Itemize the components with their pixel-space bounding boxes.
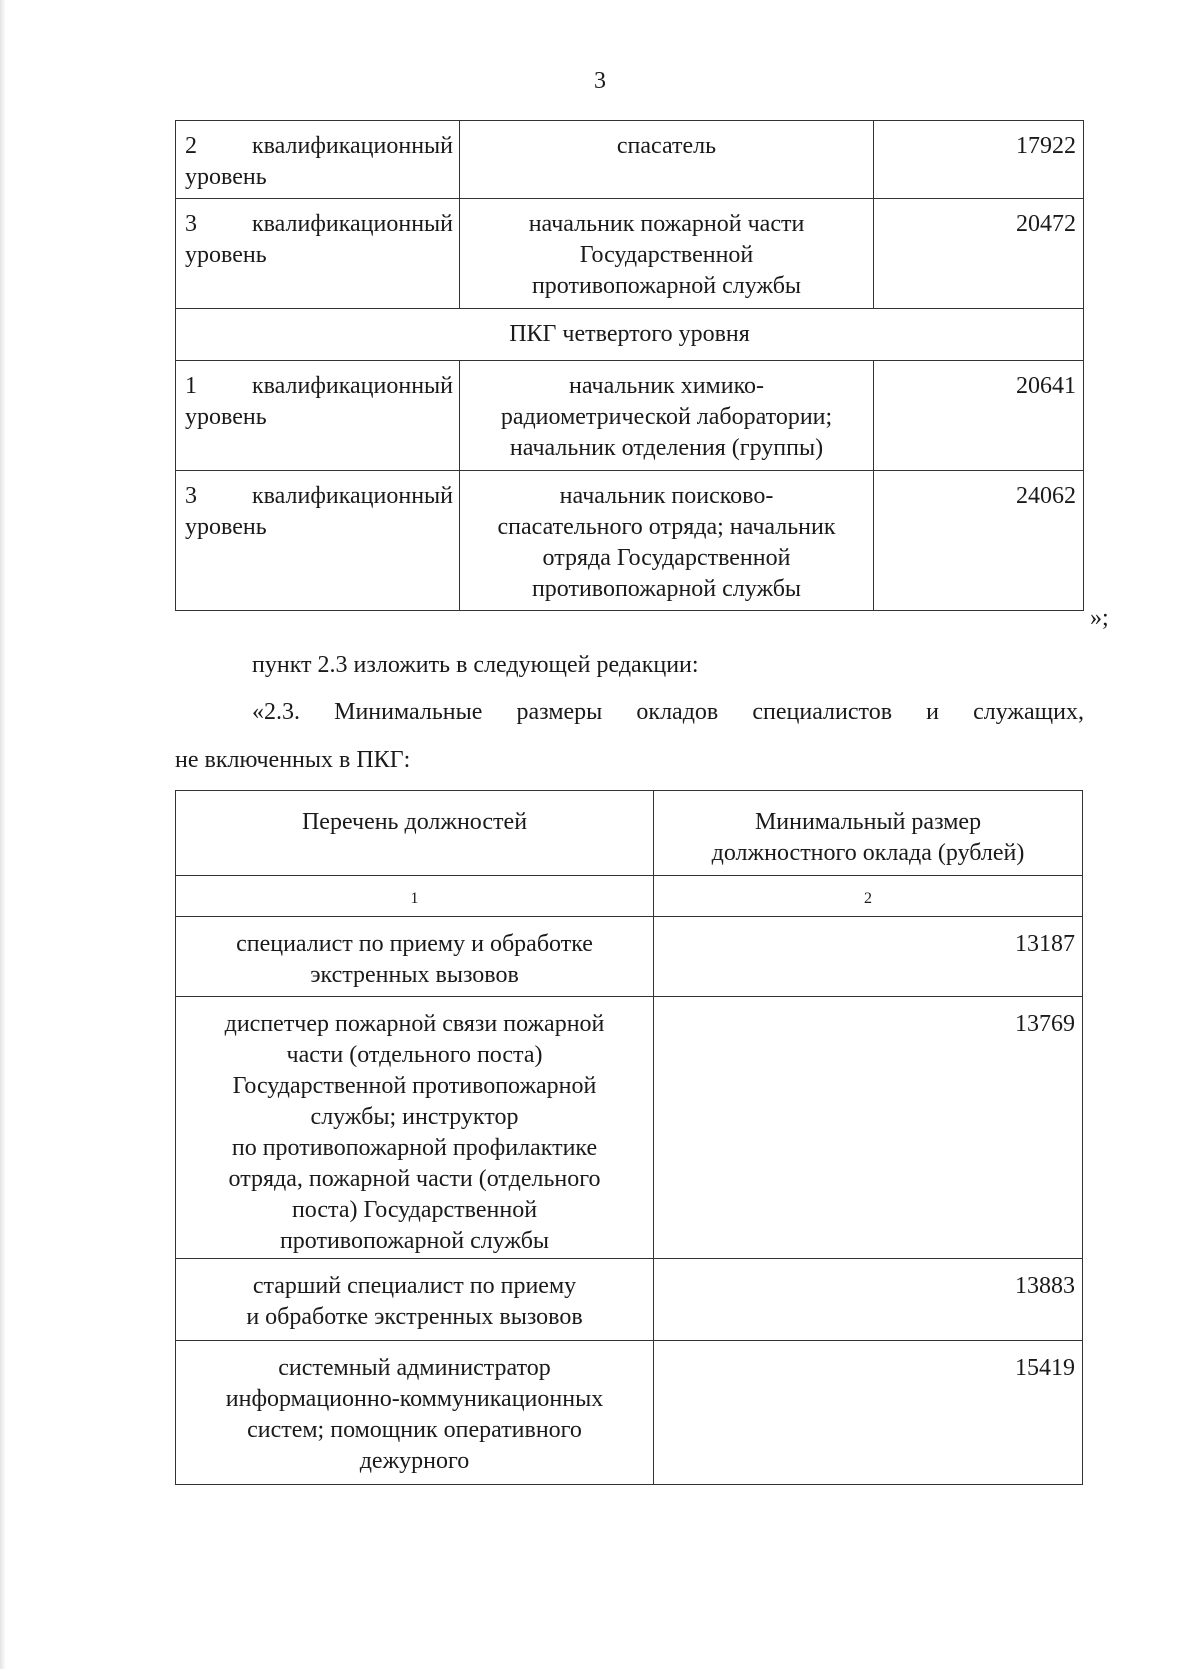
salary-cell: 24062 — [874, 471, 1084, 611]
position-line: экстренных вызовов — [310, 962, 519, 988]
salary-table — [175, 790, 1083, 1485]
position-line: начальник химико- — [568, 373, 765, 399]
salary-cell: 13769 — [654, 997, 1083, 1259]
salary-cell: 20641 — [874, 361, 1084, 471]
group-header: ПКГ четвертого уровня — [176, 309, 1084, 361]
position-line: по противопожарной профилактике — [231, 1135, 598, 1161]
paragraph-heading — [252, 697, 1084, 728]
header-line: Минимальный размер — [754, 809, 982, 835]
position-line: систем; помощник оперативного — [247, 1417, 582, 1443]
position-line: Государственной противопожарной — [232, 1073, 597, 1099]
level-cell — [176, 199, 460, 309]
closing-quote: »; — [1090, 605, 1109, 631]
table-row — [176, 917, 1083, 997]
salary-cell: 13883 — [654, 1259, 1083, 1341]
position-cell — [460, 471, 874, 611]
table-row — [176, 1259, 1083, 1341]
column-numbers-row — [176, 876, 1083, 917]
level-word: квалификационный — [251, 133, 453, 159]
position-line: информационно-коммуникационных — [225, 1386, 604, 1412]
column-number: 1 — [176, 876, 654, 917]
level-number: 3 — [185, 483, 197, 509]
position-line: и обработке экстренных вызовов — [246, 1304, 583, 1330]
level-suffix: уровень — [185, 164, 267, 190]
position-line: начальник пожарной части — [528, 211, 805, 237]
position-line: специалист по приему и обработке — [236, 931, 593, 957]
position-cell — [176, 997, 654, 1259]
position-line: противопожарной службы — [279, 1228, 550, 1254]
position-line: начальник отделения (группы) — [509, 435, 824, 461]
scan-edge — [0, 0, 6, 1669]
position-line: противопожарной службы — [531, 576, 802, 602]
position-line: поста) Государственной — [291, 1197, 538, 1223]
page-number: 3 — [594, 68, 606, 94]
position-line: противопожарной службы — [531, 273, 802, 299]
level-cell — [176, 471, 460, 611]
position-line: радиометрической лаборатории; — [500, 404, 833, 430]
word: и — [926, 699, 939, 725]
table-row — [176, 1341, 1083, 1485]
salary-cell: 15419 — [654, 1341, 1083, 1485]
word: «2.3. — [252, 699, 300, 725]
salary-cell: 17922 — [874, 121, 1084, 199]
position-line: начальник поисково- — [559, 483, 774, 509]
position-line: спасательного отряда; начальник — [497, 514, 836, 540]
level-number: 2 — [185, 133, 197, 159]
header-positions: Перечень должностей — [176, 791, 654, 876]
level-suffix: уровень — [185, 242, 267, 268]
header-line: должностного оклада (рублей) — [711, 840, 1025, 866]
level-suffix: уровень — [185, 404, 267, 430]
position-cell — [176, 917, 654, 997]
word: служащих, — [973, 699, 1084, 725]
word: размеры — [516, 699, 603, 725]
column-number: 2 — [654, 876, 1083, 917]
header-min-salary — [654, 791, 1083, 876]
position-line: старший специалист по приему — [252, 1273, 577, 1299]
group-header-row — [176, 309, 1084, 361]
position-cell — [176, 1259, 654, 1341]
level-word: квалификационный — [251, 211, 453, 237]
table-row — [176, 997, 1083, 1259]
level-cell — [176, 121, 460, 199]
level-number: 1 — [185, 373, 197, 399]
paragraph-amend: пункт 2.3 изложить в следующей редакции: — [252, 652, 699, 678]
table-row — [176, 471, 1084, 611]
position-line: Государственной — [579, 242, 754, 268]
position-line: отряда, пожарной части (отдельного — [228, 1166, 601, 1192]
position-line: диспетчер пожарной связи пожарной — [224, 1011, 605, 1037]
word: специалистов — [752, 699, 893, 725]
qualification-table — [175, 120, 1084, 611]
table-row — [176, 361, 1084, 471]
level-word: квалификационный — [251, 483, 453, 509]
position-line: отряда Государственной — [542, 545, 791, 571]
word: Минимальные — [334, 699, 483, 725]
level-cell — [176, 361, 460, 471]
position-cell — [176, 1341, 654, 1485]
level-number: 3 — [185, 211, 197, 237]
position-line: дежурного — [359, 1448, 470, 1474]
position-cell — [460, 121, 874, 199]
level-word: квалификационный — [251, 373, 453, 399]
salary-cell: 13187 — [654, 917, 1083, 997]
word: окладов — [636, 699, 719, 725]
position-line: системный администратор — [278, 1355, 551, 1381]
salary-cell: 20472 — [874, 199, 1084, 309]
position-line: части (отдельного поста) — [286, 1042, 543, 1068]
table-row — [176, 199, 1084, 309]
position-cell — [460, 199, 874, 309]
table-row — [176, 121, 1084, 199]
paragraph-continuation: не включенных в ПКГ: — [175, 747, 411, 773]
position-line: службы; инструктор — [310, 1104, 519, 1130]
table-header-row — [176, 791, 1083, 876]
level-suffix: уровень — [185, 514, 267, 540]
position-cell — [460, 361, 874, 471]
position-line: спасатель — [616, 133, 717, 159]
